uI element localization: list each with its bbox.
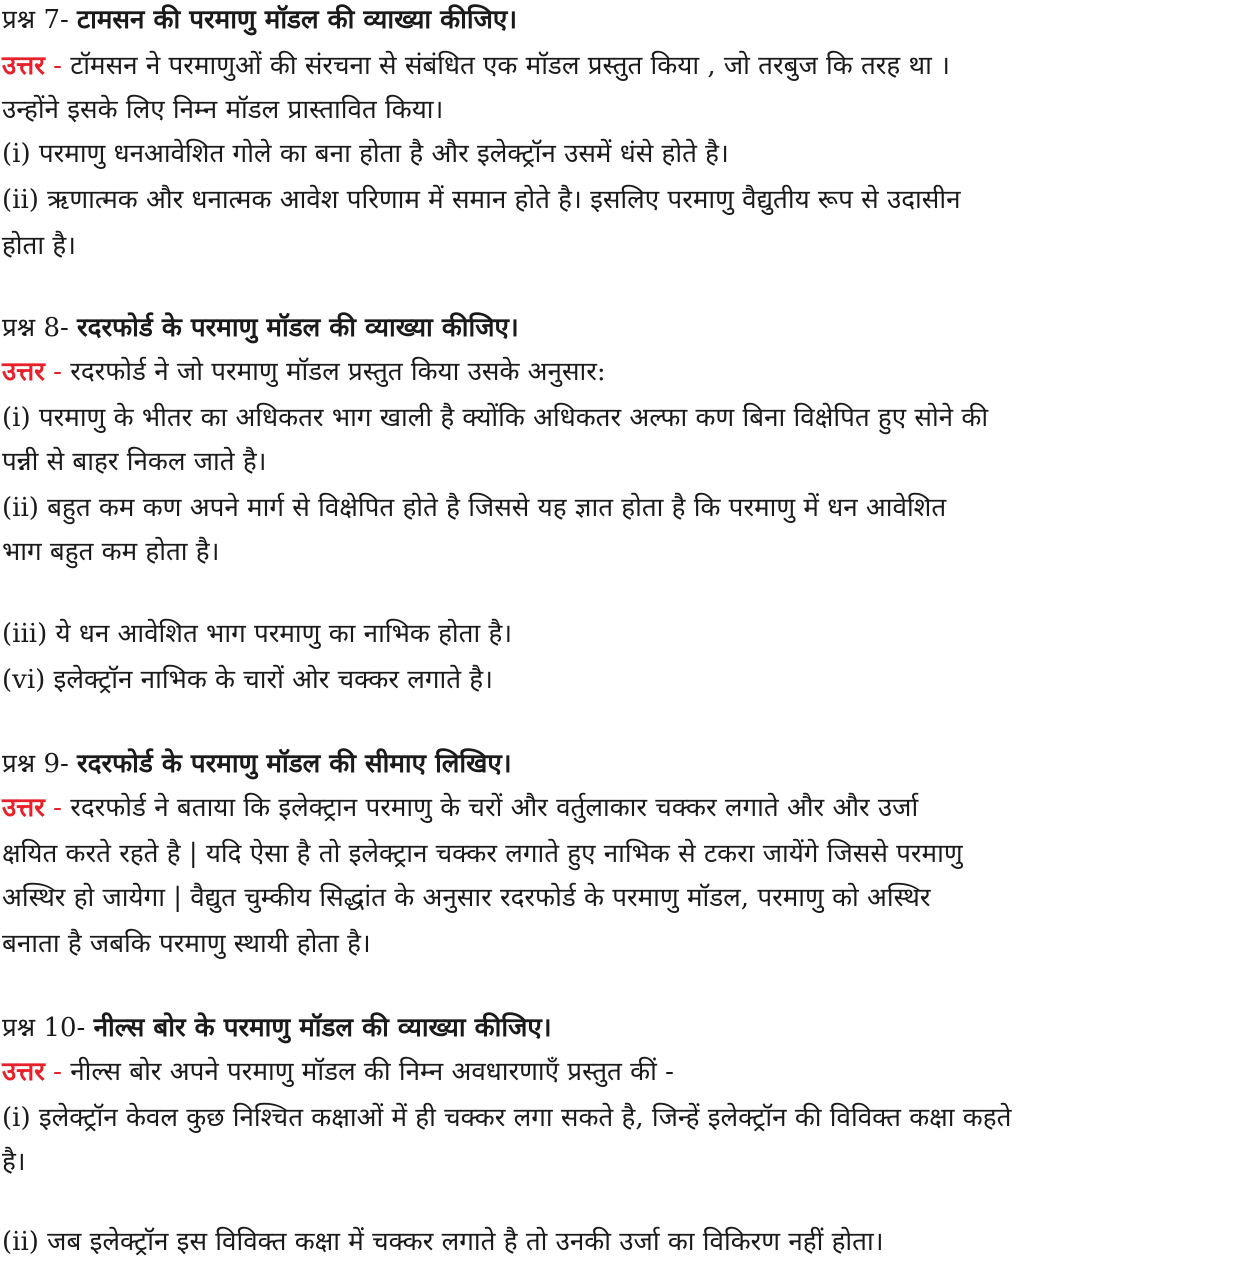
question-title: रदरफोर्ड के परमाणु मॉडल की सीमाए लिखिए। <box>77 749 512 779</box>
answer-text: नील्स बोर अपने परमाणु मॉडल की निम्न अवधारणाएँ प्रस्तुत कीं - <box>70 1057 674 1087</box>
answer-dash: - <box>53 51 62 81</box>
question-number: प्रश्न 9- <box>2 749 69 779</box>
answer-text: रदरफोर्ड ने बताया कि इलेक्ट्रान परमाणु के चरों और वर्तुलाकार चक्कर लगाते और और उर्जा <box>70 793 919 823</box>
answer-text: टॉमसन ने परमाणुओं की संरचना से संबंधित एक मॉडल प्रस्तुत किया , जो तरबुज कि तरह था । <box>70 51 950 81</box>
answer-line: होता है। <box>2 231 77 261</box>
answer-line: पन्नी से बाहर निकल जाते है। <box>2 447 267 477</box>
question-heading <box>2 308 1252 348</box>
question-heading <box>2 744 1252 784</box>
answer-line: क्षयित करते रहते है | यदि ऐसा है तो इलेक्ट्रान चक्कर लगाते हुए नाभिक से टकरा जायेंगे जिससे परमाणु <box>2 839 963 869</box>
answer-line: (iii) ये धन आवेशित भाग परमाणु का नाभिक होता है। <box>2 619 513 649</box>
answer-line <box>2 46 1252 86</box>
answer-line: (ii) ऋणात्मक और धनात्मक आवेश परिणाम में समान होते है। इसलिए परमाणु वैद्युतीय रूप से उदासीन <box>2 185 961 215</box>
answer-dash: - <box>53 1057 62 1087</box>
answer-label: उत्तर <box>2 357 45 387</box>
answer-line: (i) इलेक्ट्रॉन केवल कुछ निश्चित कक्षाओं में ही चक्कर लगा सकते है, जिन्हें इलेक्ट्रॉन की विविक्त कक्षा कहते <box>2 1103 1012 1133</box>
answer-line: अस्थिर हो जायेगा | वैद्युत चुम्कीय सिद्धांत के अनुसार रदरफोर्ड के परमाणु मॉडल, परमाणु को अस्थिर <box>2 883 931 913</box>
answer-line: (ii) बहुत कम कण अपने मार्ग से विक्षेपित होते है जिससे यह ज्ञात होता है कि परमाणु में धन आवेशित <box>2 493 947 523</box>
question-number: प्रश्न 8- <box>2 313 69 343</box>
answer-line <box>2 352 1252 392</box>
question-title: टामसन की परमाणु मॉडल की व्याख्या कीजिए। <box>77 5 518 35</box>
answer-line <box>2 788 1252 828</box>
answer-label: उत्तर <box>2 1057 45 1087</box>
question-heading <box>2 0 1252 40</box>
answer-line: है। <box>2 1147 26 1177</box>
question-title: रदरफोर्ड के परमाणु मॉडल की व्याख्या कीजिए। <box>77 313 519 343</box>
answer-line: (vi) इलेक्ट्रॉन नाभिक के चारों ओर चक्कर लगाते है। <box>2 665 493 695</box>
answer-line: (i) परमाणु धनआवेशित गोले का बना होता है और इलेक्ट्रॉन उसमें धंसे होते है। <box>2 139 729 169</box>
answer-dash: - <box>53 357 62 387</box>
answer-line: (ii) जब इलेक्ट्रॉन इस विविक्त कक्षा में चक्कर लगाते है तो उनकी उर्जा का विकिरण नहीं होता। <box>2 1227 884 1257</box>
answer-line <box>2 1052 1252 1092</box>
question-number: प्रश्न 10- <box>2 1013 86 1043</box>
answer-label: उत्तर <box>2 793 45 823</box>
answer-line: (i) परमाणु के भीतर का अधिकतर भाग खाली है क्योंकि अधिकतर अल्फा कण बिना विक्षेपित हुए सोने की <box>2 403 989 433</box>
answer-line: उन्होंने इसके लिए निम्न मॉडल प्रास्तावित किया। <box>2 95 444 125</box>
answer-dash: - <box>53 793 62 823</box>
question-heading <box>2 1008 1252 1048</box>
answer-line: भाग बहुत कम होता है। <box>2 537 220 567</box>
answer-label: उत्तर <box>2 51 45 81</box>
answer-text: रदरफोर्ड ने जो परमाणु मॉडल प्रस्तुत किया उसके अनुसार: <box>70 357 606 387</box>
question-number: प्रश्न 7- <box>2 5 69 35</box>
answer-line: बनाता है जबकि परमाणु स्थायी होता है। <box>2 929 371 959</box>
question-title: नील्स बोर के परमाणु मॉडल की व्याख्या कीजिए। <box>93 1013 552 1043</box>
